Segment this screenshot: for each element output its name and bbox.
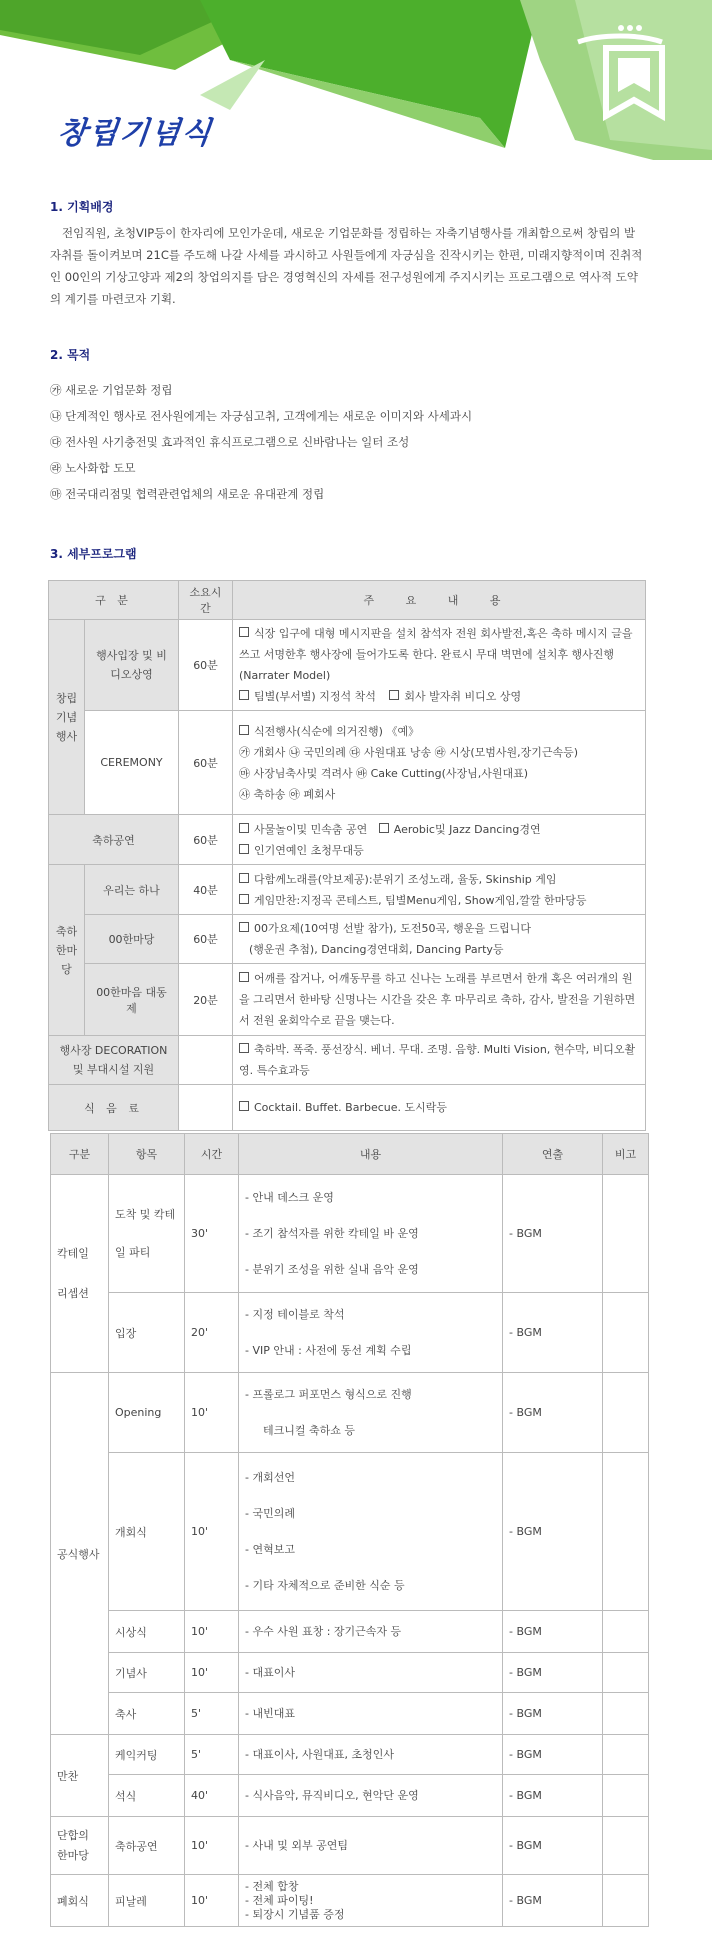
content-cell: [239, 1817, 503, 1875]
time-cell: 10': [185, 1611, 239, 1653]
effect-cell: - BGM: [503, 1693, 603, 1735]
item-cell: 석식: [109, 1775, 185, 1817]
content-line: - 퇴장시 기념품 증정: [245, 1907, 345, 1921]
content-line: ㉴ 축하송 ㉵ 폐회사: [239, 787, 336, 801]
note-cell: [603, 1611, 649, 1653]
content-cell: [239, 1735, 503, 1775]
background-paragraph: 전임직원, 초청VIP등이 한자리에 모인가운데, 새로운 기업문화를 정립하는 자축기념행사를 개최함으로써 창립의 발자취를 돌이켜보며 21C를 주도해 나갈 사세를 과시하고 사원들에게 자긍심을 진작시키는 한편, 미래지향적이며 진취적인 00인의 기상고양과 제2의 창업의지를 담은 경영혁신의 자세를 전구성원에게 주지시키는 프로그램으로 역사적 도약의 계기를 마련코자 기획.: [50, 226, 643, 306]
content-line: - 전체 파이팅!: [245, 1893, 314, 1907]
item-cell: 시상식: [109, 1611, 185, 1653]
table-row: [51, 1693, 649, 1735]
table-row: [51, 1817, 649, 1875]
note-cell: [603, 1293, 649, 1373]
content-line: - 대표이사, 사원대표, 초청인사: [245, 1747, 394, 1761]
content-cell: [239, 1293, 503, 1373]
content-line: Cocktail. Buffet. Barbecue. 도시락등: [254, 1101, 448, 1114]
note-cell: [603, 1817, 649, 1875]
content-line: - 분위기 조성을 위한 실내 음악 운영: [245, 1262, 419, 1276]
row-content: [233, 1036, 646, 1085]
content-line: Aerobic및 Jazz Dancing경연: [393, 822, 541, 836]
checkbox-icon: [239, 922, 249, 932]
row-time: 60분: [179, 711, 233, 815]
content-cell: [239, 1611, 503, 1653]
content-line: - 프롤로그 퍼포먼스 형식으로 진행: [245, 1387, 412, 1401]
time-cell: 40': [185, 1775, 239, 1817]
table-row: [49, 915, 646, 964]
checkbox-icon: [239, 725, 249, 735]
row-label: 우리는 하나: [85, 865, 179, 915]
header-cell: 구분: [51, 1134, 109, 1175]
content-line: (행운권 추첨), Dancing경연대회, Dancing Party등: [249, 943, 504, 956]
content-line: 다함께노래를(악보제공):분위기 조성노래, 율동, Skinship 게임: [254, 872, 557, 886]
time-cell: 10': [185, 1817, 239, 1875]
item-cell: 기념사: [109, 1653, 185, 1693]
content-line: - 연혁보고: [245, 1542, 295, 1556]
schedule-table: [50, 1133, 649, 1927]
content-line: 회사 발자취 비디오 상영: [404, 690, 522, 703]
table-row: [51, 1611, 649, 1653]
header-cell: 시간: [185, 1134, 239, 1175]
row-content: [233, 711, 646, 815]
time-cell: 20': [185, 1293, 239, 1373]
header-category: 구 분: [49, 581, 179, 620]
content-line: - VIP 안내 : 사전에 동선 계획 수립: [245, 1343, 412, 1357]
effect-cell: - BGM: [503, 1875, 603, 1927]
content-cell: [239, 1875, 503, 1927]
content-line: - 전체 합창: [245, 1879, 299, 1893]
content-line: - 국민의례: [245, 1506, 295, 1520]
section-heading-goals: 2. 목적: [50, 348, 91, 362]
row-label: 행사장 DECORATION 및 부대시설 지원: [49, 1036, 179, 1085]
section-heading-program: 3. 세부프로그램: [50, 547, 137, 561]
row-time: [179, 1036, 233, 1085]
row-label: 식 음 료: [49, 1085, 179, 1131]
row-content: [233, 1085, 646, 1131]
checkbox-icon: [239, 844, 249, 854]
checkbox-icon: [239, 627, 249, 637]
time-cell: 10': [185, 1653, 239, 1693]
content-line: ㉮ 개회사 ㉯ 국민의례 ㉰ 사원대표 낭송 ㉱ 시상(모범사원,장기근속등): [239, 745, 579, 759]
effect-cell: - BGM: [503, 1817, 603, 1875]
table-row: [49, 815, 646, 865]
goal-item: ㉰ 전사원 사기충전및 효과적인 휴식프로그램으로 신바람나는 일터 조성: [50, 435, 410, 449]
content-cell: [239, 1373, 503, 1453]
time-cell: 5': [185, 1693, 239, 1735]
effect-cell: - BGM: [503, 1611, 603, 1653]
table-row: [49, 865, 646, 915]
checkbox-icon: [379, 823, 389, 833]
row-time: 60분: [179, 815, 233, 865]
content-line: 인기연예인 초청무대등: [254, 843, 364, 857]
row-time: 40분: [179, 865, 233, 915]
item-cell: 개회식: [109, 1453, 185, 1611]
table-row: [49, 1085, 646, 1131]
row-label: 00한마음 대동제: [85, 964, 179, 1036]
content-line: - 식사음악, 뮤직비디오, 현악단 운영: [245, 1788, 419, 1802]
goal-item: ㉯ 단계적인 행사로 전사원에게는 자긍심고취, 고객에게는 새로운 이미지와 사세과시: [50, 409, 473, 423]
note-cell: [603, 1373, 649, 1453]
time-cell: 10': [185, 1453, 239, 1611]
note-cell: [603, 1453, 649, 1611]
content-line: ㉲ 사장님축사및 격려사 ㉳ Cake Cutting(사장님,사원대표): [239, 766, 529, 780]
content-line: 테크니컬 축하쇼 등: [263, 1423, 356, 1437]
header-time: 소요시간: [179, 581, 233, 620]
content-line: 축하박. 폭죽. 풍선장식. 베너. 무대. 조명. 음향. Multi Vision, 현수막, 비디오촬영. 특수효과등: [239, 1043, 636, 1077]
effect-cell: - BGM: [503, 1653, 603, 1693]
checkbox-icon: [389, 690, 399, 700]
time-cell: 30': [185, 1175, 239, 1293]
header-cell: 연출: [503, 1134, 603, 1175]
item-cell: 축사: [109, 1693, 185, 1735]
page-title: 창립기념식: [55, 116, 215, 151]
row-label: 행사입장 및 비디오상영: [85, 620, 179, 711]
content-line: - 내빈대표: [245, 1706, 295, 1720]
content-line: 사물놀이및 민속춤 공연: [254, 822, 368, 836]
table-row: [51, 1453, 649, 1611]
table-row: [49, 964, 646, 1036]
checkbox-icon: [239, 894, 249, 904]
effect-cell: - BGM: [503, 1735, 603, 1775]
table-row: [49, 620, 646, 711]
header-content: 주 요 내 용: [233, 581, 646, 620]
content-line: 식장 입구에 대형 메시지판을 설치 참석자 전원 회사발전,혹은 축하 메시지 글을 쓰고 서명한후 행사장에 들어가도록 한다. 완료시 무대 벽면에 설치후 행사진행(Narrater Model): [239, 627, 633, 682]
effect-cell: - BGM: [503, 1453, 603, 1611]
checkbox-icon: [239, 1043, 249, 1053]
table-row: [51, 1175, 649, 1293]
row-label: 축하공연: [49, 815, 179, 865]
checkbox-icon: [239, 972, 249, 982]
effect-cell: - BGM: [503, 1373, 603, 1453]
row-time: 60분: [179, 915, 233, 964]
checkbox-icon: [239, 873, 249, 883]
row-content: [233, 865, 646, 915]
content-cell: [239, 1775, 503, 1817]
group-cell: 단합의 한마당: [51, 1817, 109, 1875]
note-cell: [603, 1175, 649, 1293]
content-line: - 사내 및 외부 공연팀: [245, 1838, 348, 1852]
content-line: - 지정 테이블로 착석: [245, 1307, 345, 1321]
item-cell: 케익커팅: [109, 1735, 185, 1775]
group-cell: 칵테일 리셉션: [51, 1175, 109, 1373]
program-table: [48, 580, 646, 1131]
note-cell: [603, 1875, 649, 1927]
group-cell: 공식행사: [51, 1373, 109, 1735]
table-row: [51, 1373, 649, 1453]
note-cell: [603, 1653, 649, 1693]
effect-cell: - BGM: [503, 1175, 603, 1293]
table-row: [49, 1036, 646, 1085]
row-content: [233, 620, 646, 711]
content-line: 팀별(부서별) 지정석 착석: [254, 690, 376, 703]
content-line: - 우수 사원 표창 : 장기근속자 등: [245, 1624, 402, 1638]
table-row: [51, 1875, 649, 1927]
item-cell: 도착 및 칵테일 파티: [109, 1175, 185, 1293]
group-founding: 창립기념행사: [49, 620, 85, 815]
table-row: [51, 1775, 649, 1817]
item-cell: Opening: [109, 1373, 185, 1453]
group-unity: 축하한마당: [49, 865, 85, 1036]
time-cell: 5': [185, 1735, 239, 1775]
program-table-header: [49, 581, 646, 620]
schedule-header: [51, 1134, 649, 1175]
content-line: 어깨를 잡거나, 어깨동무를 하고 신나는 노래를 부르면서 한개 혹은 여러개의 원을 그리면서 한바탕 신명나는 시간을 갖은 후 마무리로 축하, 감사, 발전을 기원하면서 전원 윤회악수로 끝을 맺는다.: [239, 972, 636, 1027]
note-cell: [603, 1693, 649, 1735]
effect-cell: - BGM: [503, 1775, 603, 1817]
background-text: [50, 222, 645, 310]
note-cell: [603, 1775, 649, 1817]
table-row: [51, 1293, 649, 1373]
item-cell: 입장: [109, 1293, 185, 1373]
header-cell: 내용: [239, 1134, 503, 1175]
row-content: [233, 915, 646, 964]
content-line: 게임만찬:지정곡 콘테스트, 팀별Menu게임, Show게임,깔깔 한마당등: [254, 893, 587, 907]
item-cell: 피날레: [109, 1875, 185, 1927]
header-cell: 비고: [603, 1134, 649, 1175]
checkbox-icon: [239, 1101, 249, 1111]
content-cell: [239, 1453, 503, 1611]
table-row: [51, 1735, 649, 1775]
content-line: - 안내 데스크 운영: [245, 1190, 334, 1204]
table-row: [51, 1653, 649, 1693]
content-cell: [239, 1693, 503, 1735]
group-cell: 폐회식: [51, 1875, 109, 1927]
content-line: - 조기 참석자를 위한 칵테일 바 운영: [245, 1226, 419, 1240]
content-line: - 개회선언: [245, 1470, 295, 1484]
goal-item: ㉮ 새로운 기업문화 정립: [50, 383, 173, 397]
group-cell: 만찬: [51, 1735, 109, 1817]
time-cell: 10': [185, 1875, 239, 1927]
content-line: - 대표이사: [245, 1665, 295, 1679]
goal-item: ㉲ 전국대리점및 협력관련업체의 새로운 유대관계 정립: [50, 487, 325, 501]
section-heading-background: 1. 기획배경: [50, 200, 114, 214]
time-cell: 10': [185, 1373, 239, 1453]
row-time: 60분: [179, 620, 233, 711]
checkbox-icon: [239, 690, 249, 700]
content-line: 식전행사(식순에 의거진행) 《예》: [254, 724, 420, 738]
content-line: - 기타 자체적으로 준비한 식순 등: [245, 1578, 405, 1592]
note-cell: [603, 1735, 649, 1775]
goal-list: [50, 377, 472, 507]
row-content: [233, 964, 646, 1036]
checkbox-icon: [239, 823, 249, 833]
table-row: [49, 711, 646, 815]
content-cell: [239, 1653, 503, 1693]
row-content: [233, 815, 646, 865]
row-label: 00한마당: [85, 915, 179, 964]
goal-item: ㉱ 노사화합 도모: [50, 461, 136, 475]
item-cell: 축하공연: [109, 1817, 185, 1875]
effect-cell: - BGM: [503, 1293, 603, 1373]
row-time: [179, 1085, 233, 1131]
row-time: 20분: [179, 964, 233, 1036]
header-cell: 항목: [109, 1134, 185, 1175]
row-label: CEREMONY: [85, 711, 179, 815]
content-line: 00가요제(10여명 선발 참가), 도전50곡, 행운을 드립니다: [254, 922, 531, 935]
content-cell: [239, 1175, 503, 1293]
